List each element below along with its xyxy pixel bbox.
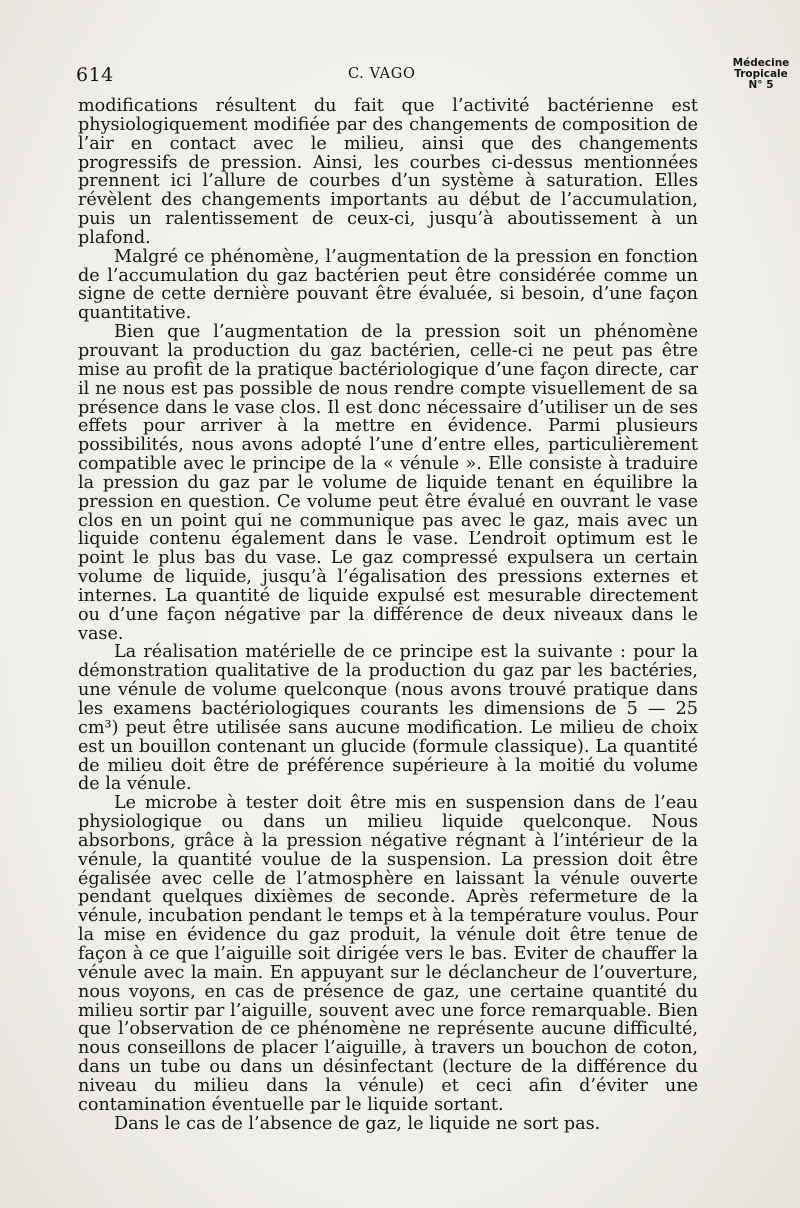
page-number: 614 — [76, 64, 114, 86]
paragraph: Dans le cas de l’absence de gaz, le liquide ne sort pas. — [114, 1113, 601, 1134]
paragraph: Bien que l’augmentation de la pression soit un phénomène prouvant la production du gaz bactérien, celle-ci ne peut pas être mise au profit de la pratique bactériologique d’une façon directe, car il ne nous est pas possible de nous rendre compte visuellement de sa présence dans le vase clos. Il est donc nécessaire d’utiliser un de ses effets pour arriver à la mettre en évidence. Parmi plusieurs possibilités, nous avons adopté l’une d’entre elles, particulièrement compatible avec le principe de la « vénule ». Elle consiste à traduire la pression du gaz par le volume de liquide tenant en équilibre la pression en question. Ce volume peut être évalué en ouvrant le vase clos en un point qui ne communique pas avec le gaz, mais avec un liquide contenu également dans le vase. L’endroit optimum est le point le plus bas du vase. Le gaz compressé expulsera un certain volume de liquide, jusqu’à l’égalisation des pressions externes et internes. La quantité de liquide expulsé est mesurable directement ou d’une façon négative par la différence de deux niveaux dans le vase. — [78, 322, 698, 644]
running-head-author: C. VAGO — [348, 66, 416, 82]
paragraph: Le microbe à tester doit être mis en suspension dans de l’eau physiologique ou dans un milieu liquide quelconque. Nous absorbons, grâce à la pression négative régnant à l’intérieur de la vénule, la quantité voulue de la suspension. La pression doit être égalisée avec celle de l’atmosphère en laissant la vénule ouverte pendant quelques dixièmes de seconde. Après refermeture de la vénule, incubation pendant le temps et à la température voulus. Pour la mise en évidence du gaz produit, la vénule doit être tenue de façon à ce que l’aiguille soit dirigée vers le bas. Eviter de chauffer la vénule avec la main. En appuyant sur le déclancheur de l’ouverture, nous voyons, en cas de présence de gaz, une certaine quantité du milieu sortir par l’aiguille, souvent avec une force remarquable. Bien que l’observation de ce phénomène ne représente aucune difficulté, nous conseillons de placer l’aiguille, à travers un bouchon de coton, dans un tube ou dans un désinfectant (lecture de la différence du niveau du milieu dans la vénule) et ceci afin d’éviter une contamination éventuelle par le liquide sortant. — [78, 793, 698, 1115]
article-body — [78, 97, 698, 1133]
paragraph: modifications résultent du fait que l’activité bactérienne est physiologiquement modifiée par des changements de composition de l’air en contact avec le milieu, ainsi que des changements progressifs de pression. Ainsi, les courbes ci-dessus mentionnées prennent ici l’allure de courbes d’un système à saturation. Elles révèlent des changements importants au début de l’accumulation, puis un ralentissement de ceux-ci, jusqu’à aboutissement à un plafond. — [78, 96, 698, 248]
page-header — [76, 57, 790, 92]
journal-name-line-1: Médecine — [732, 57, 790, 69]
journal-issue-number: N° 5 — [748, 79, 774, 91]
journal-label — [720, 58, 800, 91]
paragraph: La réalisation matérielle de ce principe est la suivante : pour la démonstration qualitative de la production du gaz par les bactéries, une vénule de volume quelconque (nous avons trouvé pratique dans les examens bactériologiques courants les dimensions de 5 — 25 cm³) peut être utilisée sans aucune modification. Le milieu de choix est un bouillon contenant un glucide (formule classique). La quantité de milieu doit être de préférence supérieure à la moitié du volume de la vénule. — [78, 642, 698, 795]
paragraph: Malgré ce phénomène, l’augmentation de la pression en fonction de l’accumulation du gaz bactérien peut être considérée comme un signe de cette dernière pouvant être évaluée, si besoin, d’une façon quantitative. — [78, 246, 698, 324]
journal-name-line-2: Tropicale — [734, 68, 788, 80]
